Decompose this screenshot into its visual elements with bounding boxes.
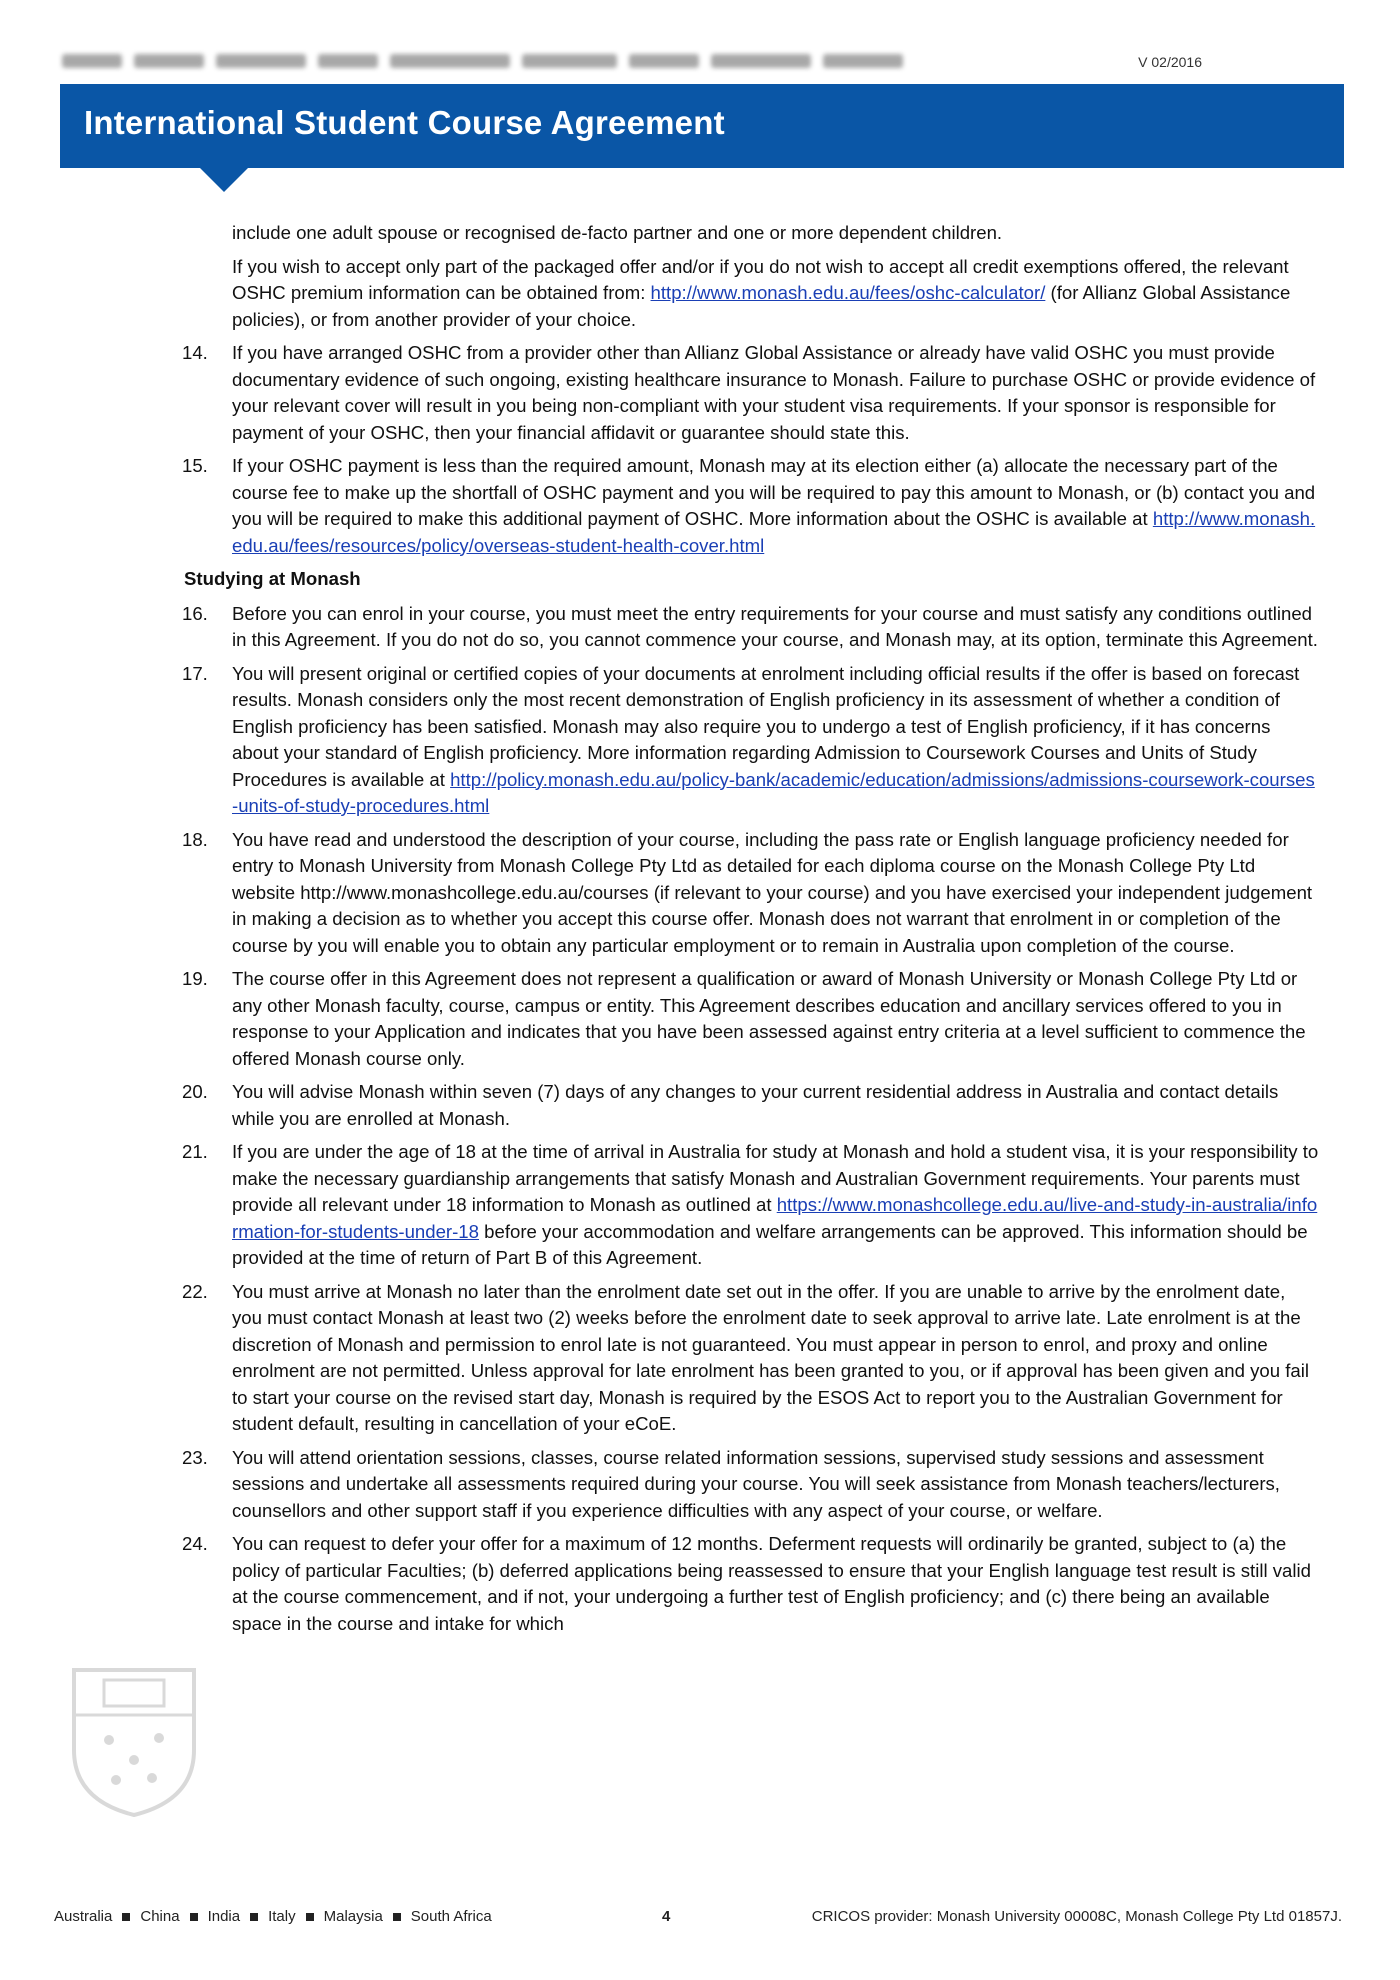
clause-link[interactable]: http://www.monash.edu.au/fees/resources/policy/overseas-student-health-cover.html — [232, 508, 1316, 556]
campus-countries — [54, 1908, 492, 1925]
clause-text: If your OSHC payment is less than the required amount, Monash may at its election either (a) allocate the necessary part of the course fee to make up the shortfall of OSHC payment and you will be required to pay this amount to Monash, or (b) contact you and you will be required to make this additional payment of OSHC. More information about the OSHC is available at http://www.monash.edu.au/fees/resources/policy/overseas-student-health-cover.html — [232, 455, 1316, 556]
clause-text: The course offer in this Agreement does not represent a qualification or award of Monash University or Monash College Pty Ltd or any other Monash faculty, course, campus or entity. This Agreement describes education and ancillary services offered to you in response to your Application and indicates that you have been assessed against entry criteria at a level sufficient to commence the offered Monash course only. — [232, 968, 1306, 1069]
country-name: Malaysia — [323, 1908, 383, 1925]
version-label: V 02/2016 — [1138, 54, 1202, 70]
separator-square-icon — [250, 1913, 258, 1921]
clause-item — [182, 966, 1320, 1072]
university-crest-watermark — [64, 1660, 204, 1820]
clause-text: You will advise Monash within seven (7) days of any changes to your current residential address in Australia and contact details while you are enrolled at Monash. — [232, 1081, 1279, 1129]
clause-text: Before you can enrol in your course, you must meet the entry requirements for your course and must satisfy any conditions outlined in this Agreement. If you do not do so, you cannot commence your course, and Monash may, at its option, terminate this Agreement. — [232, 602, 1318, 650]
clause-number: 19. — [182, 968, 208, 989]
clause-item — [182, 453, 1320, 559]
clause-item — [182, 827, 1320, 960]
separator-square-icon — [122, 1913, 130, 1921]
separator-square-icon — [190, 1913, 198, 1921]
agreement-body — [182, 220, 1320, 1644]
clause-item — [182, 661, 1320, 820]
country-name: South Africa — [410, 1908, 492, 1925]
clause-number: 20. — [182, 1081, 208, 1102]
clause-item — [182, 601, 1320, 654]
clause-list-a — [182, 340, 1320, 559]
section-heading: Studying at Monash — [184, 568, 361, 589]
clause-number: 17. — [182, 662, 208, 684]
clause-link[interactable]: http://policy.monash.edu.au/policy-bank/academic/education/admissions/admissions-coursework-courses-units-of-study-procedures.html — [232, 768, 1315, 816]
clause-number: 14. — [182, 342, 208, 363]
clause-text: You can request to defer your offer for a maximum of 12 months. Deferment requests will ordinarily be granted, subject to (a) the policy of particular Faculties; (b) deferred applications being reassessed to ensure that your English language test result is still valid at the course commencement, and if not, your undergoing a further test of English proficiency; and (c) there being an available space in the course and intake for which — [232, 1533, 1312, 1634]
cricos-provider: CRICOS provider: Monash University 00008C, Monash College Pty Ltd 01857J. — [811, 1908, 1342, 1925]
page-footer — [54, 1908, 1342, 1925]
separator-square-icon — [393, 1913, 401, 1921]
clause-text: If you have arranged OSHC from a provider other than Allianz Global Assistance or already have valid OSHC you must provide documentary evidence of such ongoing, existing healthcare insurance to Monash. Failure to purchase OSHC or provide evidence of your relevant cover will result in you being non-compliant with your student visa requirements. If your sponsor is responsible for payment of your OSHC, then your financial affidavit or guarantee should state this. — [232, 342, 1316, 443]
oshc-calculator-link[interactable]: http://www.monash.edu.au/fees/oshc-calculator/ — [650, 282, 1046, 303]
document-title: International Student Course Agreement — [84, 104, 725, 141]
clause-list-b — [182, 601, 1320, 1638]
clause-item — [182, 1079, 1320, 1132]
clause-number: 15. — [182, 455, 208, 476]
clause-text: You have read and understood the description of your course, including the pass rate or English language proficiency needed for entry to Monash University from Monash College Pty Ltd as detailed for each diploma course on the Monash College Pty Ltd website http://www.monashcollege.edu.au/courses (if relevant to your course) and you have exercised your independent judgement in making a decision as to whether you accept this course offer. Monash does not warrant that enrolment in or completion of the course by you will enable you to obtain any particular employment or to remain in Australia upon completion of the course. — [232, 828, 1313, 956]
clause-number: 22. — [182, 1280, 208, 1302]
intro-line: include one adult spouse or recognised de-facto partner and one or more dependent children. — [232, 222, 1003, 243]
page-number: 4 — [662, 1908, 671, 1925]
clause-number: 21. — [182, 1141, 208, 1162]
clause-text: If you are under the age of 18 at the time of arrival in Australia for study at Monash and hold a student visa, it is your responsibility to make the necessary guardianship arrangements that satisfy Monash and Australian Government requirements. Your parents must provide all relevant under 18 information to Monash as outlined at https://www.monashcollege.edu.au/live-and-study-in-australia/information-for-students-under-18 before your accommodation and welfare arrangements can be approved. This information should be provided at the time of return of Part B of this Agreement. — [232, 1141, 1319, 1268]
title-banner — [60, 84, 1344, 168]
country-name: Australia — [54, 1908, 113, 1925]
clause-text: You must arrive at Monash no later than the enrolment date set out in the offer. If you are unable to arrive by the enrolment date, you must contact Monash at least two (2) weeks before the enrolment date to seek approval to arrive late. Late enrolment is at the discretion of Monash and permission to enrol late is not guaranteed. You must appear in person to enrol, and proxy and online enrolment are not permitted. Unless approval for late enrolment has been granted to you, or if approval has been given and you fail to start your course on the revised start day, Monash is required by the ESOS Act to report you to the Australian Government for student default, resulting in cancellation of your eCoE. — [232, 1280, 1310, 1434]
intro-paragraph: If you wish to accept only part of the packaged offer and/or if you do not wish to accept all credit exemptions offered, the relevant OSHC premium information can be obtained from: http://www.monash.edu.au/fees/oshc-calculator/ (for Allianz Global Assistance policies), or from another provider of your choice. — [232, 255, 1291, 330]
clause-number: 24. — [182, 1533, 208, 1554]
clause-text: You will attend orientation sessions, classes, course related information sessions, supervised study sessions and assessment sessions and undertake all assessments required during your course. You will seek assistance from Monash teachers/lecturers, counsellors and other support staff if you experience difficulties with any aspect of your course, or welfare. — [232, 1446, 1280, 1521]
country-name: Italy — [268, 1908, 296, 1925]
clause-number: 23. — [182, 1446, 208, 1468]
country-name: India — [207, 1908, 241, 1925]
clause-number: 18. — [182, 828, 208, 850]
clause-item — [182, 340, 1320, 446]
redacted-header-metadata — [62, 50, 942, 72]
separator-square-icon — [306, 1913, 314, 1921]
country-name: China — [140, 1908, 180, 1925]
clause-item — [182, 1279, 1320, 1438]
clause-item — [182, 1445, 1320, 1525]
clause-number: 16. — [182, 602, 208, 624]
clause-text: You will present original or certified copies of your documents at enrolment including official results if the offer is based on forecast results. Monash considers only the most recent demonstration of English proficiency in its assessment of whether a condition of English proficiency has been satisfied. Monash may also require you to undergo a test of English proficiency, if it has concerns about your standard of English proficiency. More information regarding Admission to Coursework Courses and Units of Study Procedures is available at http://policy.monash.edu.au/policy-bank/academic/education/admissions/admissions-coursework-courses-units-of-study-procedures.html — [232, 662, 1315, 816]
clause-item — [182, 1531, 1320, 1637]
clause-link[interactable]: https://www.monashcollege.edu.au/live-and-study-in-australia/information-for-students-under-18 — [232, 1194, 1318, 1242]
banner-pointer — [200, 168, 248, 192]
clause-item — [182, 1139, 1320, 1272]
